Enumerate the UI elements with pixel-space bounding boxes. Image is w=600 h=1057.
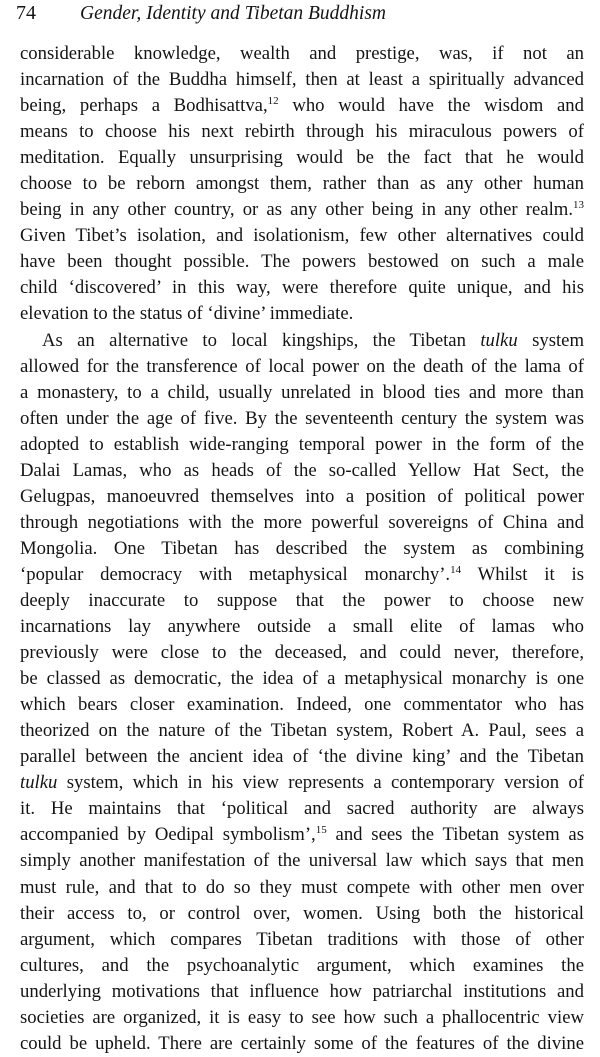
text-run: means to choose his next rebirth through his miraculous powers of <box>20 121 584 143</box>
text-line <box>20 1031 584 1057</box>
text-line <box>20 119 584 145</box>
text-line <box>20 562 584 588</box>
text-line <box>20 536 584 562</box>
text-line <box>20 718 584 744</box>
text-line <box>20 249 584 275</box>
text-run: choose to be reborn amongst them, rather than as any other human <box>20 173 584 195</box>
text-run: cultures, and the psychoanalytic argument, which examines the <box>20 954 584 976</box>
text-line <box>20 458 584 484</box>
text-line <box>20 171 584 197</box>
text-run: societies are organized, it is easy to see how such a phallocentric view <box>20 1006 584 1028</box>
text-line <box>20 406 584 432</box>
text-run: accompanied by Oedipal symbolism’, <box>20 824 316 846</box>
text-line <box>20 770 584 796</box>
footnote-ref: 12 <box>267 95 279 108</box>
text-run: being, perhaps a Bodhisattva, <box>20 95 268 117</box>
text-line <box>20 979 584 1005</box>
text-line <box>20 692 584 718</box>
text-run: child ‘discovered’ in this way, were therefore quite unique, and his <box>20 277 584 299</box>
text-line <box>20 588 584 614</box>
running-header <box>16 2 584 32</box>
text-line <box>20 640 584 666</box>
text-line <box>20 354 584 380</box>
text-line <box>20 744 584 770</box>
text-run: it. He maintains that ‘political and sacred authority are always <box>20 798 584 820</box>
running-head-title: Gender, Identity and Tibetan Buddhism <box>80 3 387 24</box>
text-line <box>20 875 584 901</box>
text-run: adopted to establish wide-ranging temporal power in the form of the <box>20 433 584 455</box>
footnote-ref: 15 <box>315 824 327 837</box>
text-run: system <box>517 329 584 351</box>
text-run: Whilst it is <box>461 563 584 585</box>
text-run: which bears closer examination. Indeed, one commentator who has <box>20 694 584 716</box>
italic-term: tulku <box>480 329 518 351</box>
text-run: often under the age of five. By the seventeenth century the system was <box>20 407 584 429</box>
text-run: ‘popular democracy with metaphysical monarchy’. <box>20 563 451 585</box>
text-run: meditation. Equally unsurprising would be the fact that he would <box>20 147 584 169</box>
text-run: elevation to the status of ‘divine’ immediate. <box>20 303 354 325</box>
text-run: incarnation of the Buddha himself, then at least a spiritually advanced <box>20 69 584 91</box>
text-run: parallel between the ancient idea of ‘the divine king’ and the Tibetan <box>20 746 584 768</box>
text-line <box>20 41 584 67</box>
text-line <box>20 275 584 301</box>
text-run: be classed as democratic, the idea of a metaphysical monarchy is one <box>20 668 584 690</box>
footnote-ref: 14 <box>450 563 462 576</box>
text-run: deeply inaccurate to suppose that the power to choose new <box>20 589 584 611</box>
text-run: must rule, and that to do so they must compete with other men over <box>20 876 584 898</box>
text-line <box>20 1005 584 1031</box>
text-run: allowed for the transference of local power on the death of the lama of <box>20 355 584 377</box>
text-line <box>20 614 584 640</box>
text-run: underlying motivations that influence how patriarchal institutions and <box>20 980 584 1002</box>
text-run: Dalai Lamas, who as heads of the so-called Yellow Hat Sect, the <box>20 459 584 481</box>
text-run: previously were close to the deceased, and could never, therefore, <box>20 642 584 664</box>
italic-term: tulku <box>20 772 58 794</box>
text-run: being in any other country, or as any other being in any other realm. <box>20 199 573 221</box>
text-line <box>20 796 584 822</box>
text-line <box>20 380 584 406</box>
text-line <box>20 484 584 510</box>
text-line <box>20 510 584 536</box>
text-line <box>20 848 584 874</box>
text-run: incarnations lay anywhere outside a small elite of lamas who <box>20 616 584 638</box>
paragraph <box>20 328 584 1057</box>
text-run: considerable knowledge, wealth and prestige, was, if not an <box>20 43 584 64</box>
text-line <box>20 328 584 354</box>
text-run: their access to, or control over, women. Using both the historical <box>20 902 584 924</box>
text-run: could be upheld. There are certainly some of the features of the divine <box>20 1032 584 1054</box>
text-run: a monastery, to a child, usually unrelated in blood ties and more than <box>20 381 584 403</box>
text-line <box>20 93 584 119</box>
text-line <box>20 822 584 848</box>
text-run: Given Tibet’s isolation, and isolationism, few other alternatives could <box>20 225 584 247</box>
text-run: simply another manifestation of the universal law which says that men <box>20 850 584 872</box>
text-run: and sees the Tibetan system as <box>326 824 584 846</box>
text-run: through negotiations with the more powerful sovereigns of China and <box>20 511 584 533</box>
text-run: As an alternative to local kingships, the Tibetan <box>42 329 481 351</box>
text-run: theorized on the nature of the Tibetan system, Robert A. Paul, sees a <box>20 720 584 742</box>
text-line <box>20 67 584 93</box>
text-line <box>20 953 584 979</box>
text-run: have been thought possible. The powers bestowed on such a male <box>20 251 584 273</box>
text-line <box>20 301 584 327</box>
text-run: system, which in his view represents a contemporary version of <box>57 772 584 794</box>
paragraph <box>20 41 584 328</box>
text-line <box>20 901 584 927</box>
text-line <box>20 432 584 458</box>
footnote-ref: 13 <box>573 199 584 212</box>
page-number: 74 <box>16 2 36 24</box>
text-line <box>20 927 584 953</box>
text-line <box>20 223 584 249</box>
text-run: Mongolia. One Tibetan has described the system as combining <box>20 537 584 559</box>
text-run: argument, which compares Tibetan traditions with those of other <box>20 928 584 950</box>
text-line <box>20 666 584 692</box>
text-run: who would have the wisdom and <box>278 95 584 117</box>
body-text <box>20 41 584 1057</box>
text-line <box>20 145 584 171</box>
text-line <box>20 197 584 223</box>
text-run: Gelugpas, manoeuvred themselves into a position of political power <box>20 485 584 507</box>
